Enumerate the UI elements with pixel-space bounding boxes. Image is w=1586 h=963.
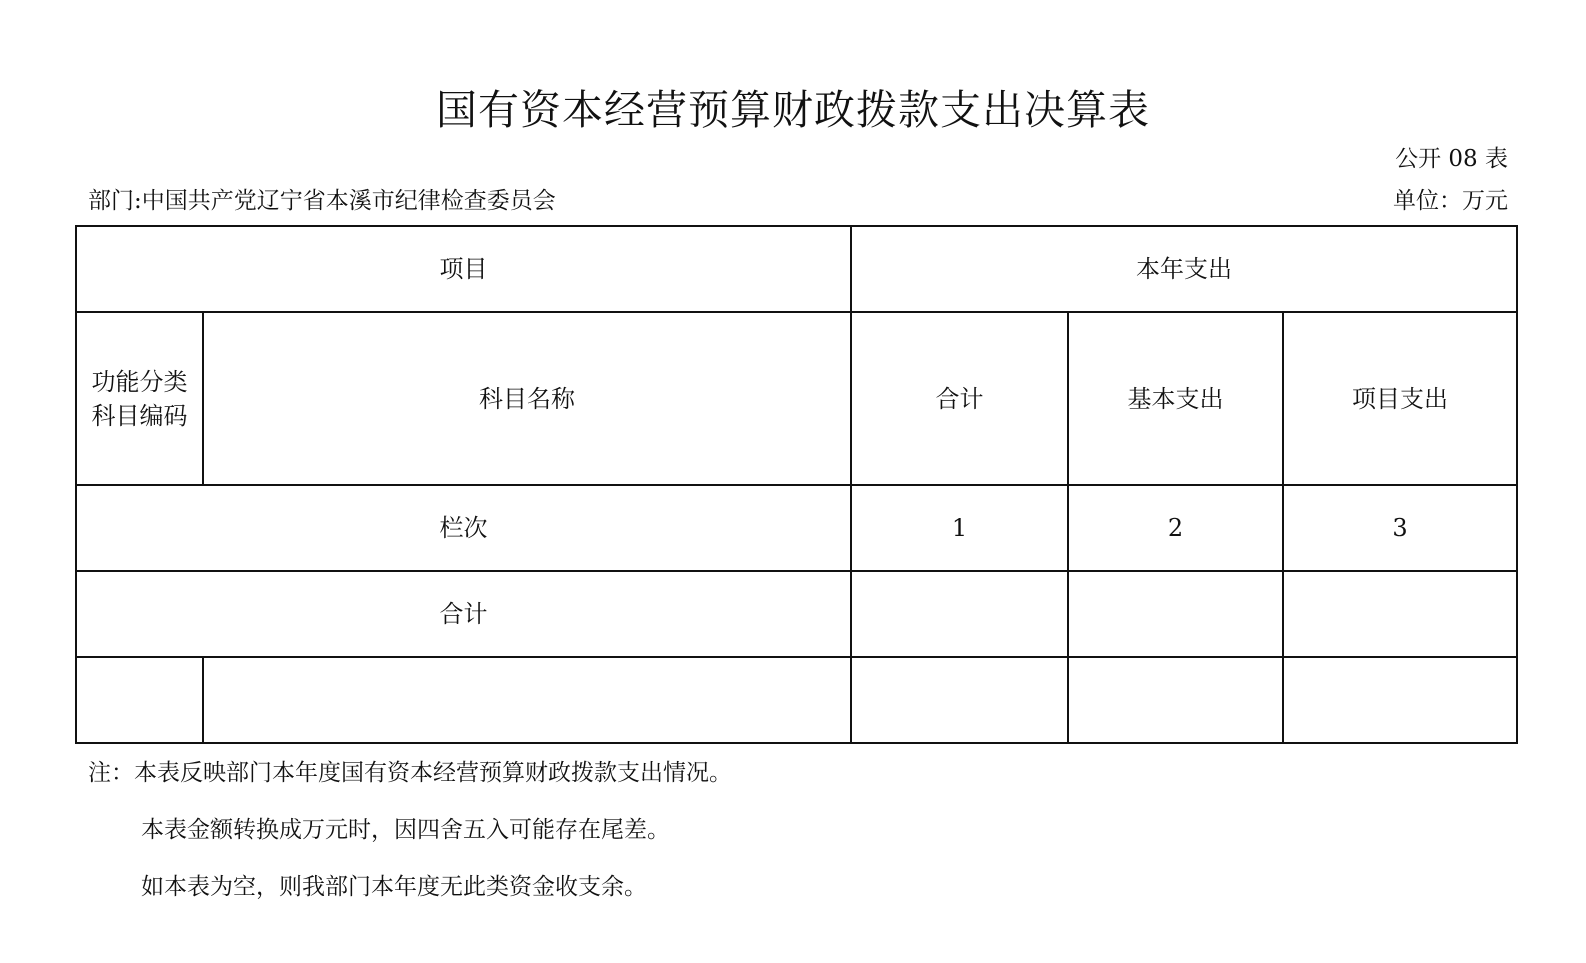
header-subject-name: 科目名称 bbox=[203, 312, 851, 485]
column-number-1: 1 bbox=[851, 485, 1068, 571]
empty-cell-code bbox=[76, 657, 203, 743]
header-project-expense: 项目支出 bbox=[1283, 312, 1517, 485]
row-label-column-no: 栏次 bbox=[76, 485, 851, 571]
empty-cell-project bbox=[1283, 657, 1517, 743]
budget-table bbox=[75, 225, 1518, 744]
total-value-basic bbox=[1068, 571, 1283, 657]
unit-label: 单位：万元 bbox=[1393, 188, 1508, 214]
row-label-total: 合计 bbox=[76, 571, 851, 657]
header-project: 项目 bbox=[76, 226, 851, 312]
header-basic-expense: 基本支出 bbox=[1068, 312, 1283, 485]
header-total: 合计 bbox=[851, 312, 1068, 485]
table-row-total bbox=[76, 571, 1517, 657]
column-number-2: 2 bbox=[1068, 485, 1283, 571]
empty-cell-total bbox=[851, 657, 1068, 743]
form-number: 公开 08 表 bbox=[1395, 146, 1508, 172]
table-row-column-numbers bbox=[76, 485, 1517, 571]
department-label: 部门:中国共产党辽宁省本溪市纪律检查委员会 bbox=[88, 188, 556, 214]
table-row bbox=[76, 657, 1517, 743]
column-number-3: 3 bbox=[1283, 485, 1517, 571]
note-line-2: 本表金额转换成万元时，因四舍五入可能存在尾差。 bbox=[141, 817, 670, 843]
empty-cell-name bbox=[203, 657, 851, 743]
table-subheader-row bbox=[76, 312, 1517, 485]
total-value-project bbox=[1283, 571, 1517, 657]
note-line-3: 如本表为空，则我部门本年度无此类资金收支余。 bbox=[141, 874, 647, 900]
total-value-sum bbox=[851, 571, 1068, 657]
table-header-row bbox=[76, 226, 1517, 312]
empty-cell-basic bbox=[1068, 657, 1283, 743]
header-function-code: 功能分类科目编码 bbox=[76, 312, 203, 485]
note-line-1: 注：本表反映部门本年度国有资本经营预算财政拨款支出情况。 bbox=[88, 760, 732, 786]
page-title: 国有资本经营预算财政拨款支出决算表 bbox=[436, 86, 1150, 134]
header-current-year-expense: 本年支出 bbox=[851, 226, 1517, 312]
notes-section bbox=[88, 758, 732, 929]
